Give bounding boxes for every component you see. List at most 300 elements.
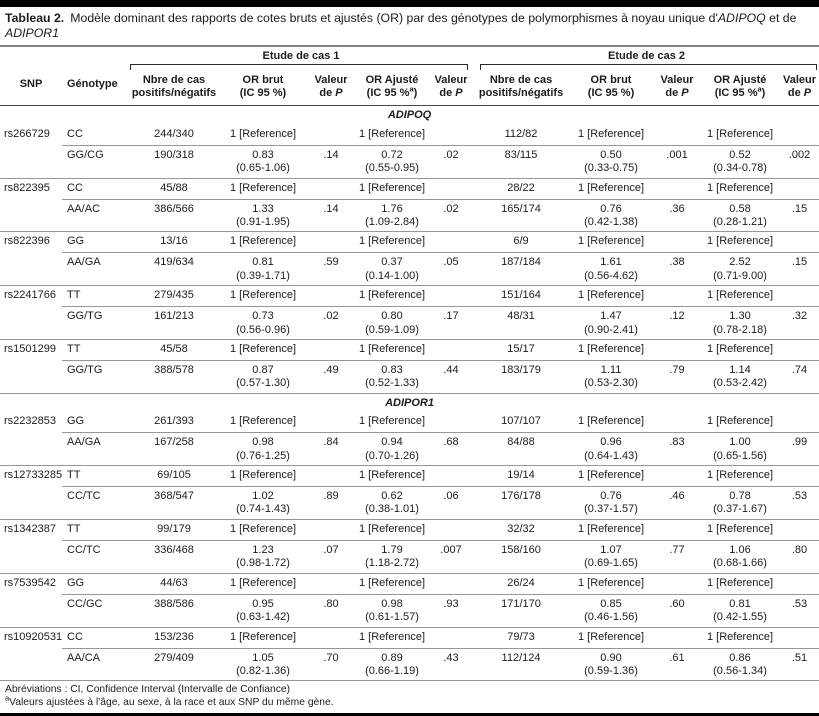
cell-or-ajuste-case1: 1 [Reference] <box>356 466 428 487</box>
footnote-a-marker: a <box>5 693 10 703</box>
cell-or-ajuste-case1: 1.76 (1.09-2.84) <box>356 199 428 232</box>
cell-p-ajuste-case2 <box>780 125 819 146</box>
cell-snp-id: rs822395 <box>0 178 62 232</box>
cell-p-ajuste-case2 <box>780 627 819 648</box>
col-header-aor-line2: (IC 95 %$^a$) <box>366 84 418 100</box>
cell-or-brut-case1: 0.81 (0.39-1.71) <box>220 253 306 286</box>
cell-or-brut-case2: 1.47 (0.90-2.41) <box>568 307 654 340</box>
cell-or-brut-case1: 1.33 (0.91-1.95) <box>220 199 306 232</box>
cell-or-ajuste-case1: 1 [Reference] <box>356 573 428 594</box>
cell-or-ajuste-case1: 1.79 (1.18-2.72) <box>356 540 428 573</box>
cell-or-ajuste-case2: 1.14 (0.53-2.42) <box>700 361 780 394</box>
cell-p-ajuste-case1: .007 <box>428 540 474 573</box>
cell-genotype: CC/TC <box>62 540 128 573</box>
cell-or-brut-case2: 1 [Reference] <box>568 519 654 540</box>
cell-snp-id: rs2232853 <box>0 412 62 465</box>
cell-p-ajuste-case2: .99 <box>780 433 819 466</box>
col-header-or-ajuste-case2 <box>700 70 780 106</box>
cell-n-case1: 44/63 <box>128 573 220 594</box>
cell-or-ajuste-case1: 1 [Reference] <box>356 519 428 540</box>
table-row <box>0 340 819 361</box>
cell-or-ajuste-case1: 0.83 (0.52-1.33) <box>356 361 428 394</box>
cell-n-case2: 151/164 <box>474 286 568 307</box>
cell-or-ajuste-case1: 1 [Reference] <box>356 412 428 433</box>
cell-genotype: TT <box>62 519 128 540</box>
cell-or-ajuste-case1: 0.89 (0.66-1.19) <box>356 648 428 681</box>
cell-n-case1: 69/105 <box>128 466 220 487</box>
cell-or-brut-case2: 1.07 (0.69-1.65) <box>568 540 654 573</box>
cell-p-ajuste-case2 <box>780 178 819 199</box>
col-header-or-line2: (IC 95 %) <box>587 87 635 100</box>
cell-p-ajuste-case1: .06 <box>428 487 474 520</box>
cell-p-brut-case2: .61 <box>654 648 700 681</box>
cell-or-ajuste-case1: 1 [Reference] <box>356 286 428 307</box>
cell-n-case1: 386/566 <box>128 199 220 232</box>
cell-n-case1: 153/236 <box>128 627 220 648</box>
title-text-2: et de <box>765 11 797 25</box>
cell-p-brut-case1: .02 <box>306 307 356 340</box>
cell-or-brut-case1: 0.73 (0.56-0.96) <box>220 307 306 340</box>
col-header-aor-line2: (IC 95 %$^a$) <box>714 84 766 100</box>
cell-n-case2: 183/179 <box>474 361 568 394</box>
cell-or-brut-case2: 1 [Reference] <box>568 232 654 253</box>
cell-or-ajuste-case2: 0.52 (0.34-0.78) <box>700 145 780 178</box>
cell-p-brut-case1 <box>306 232 356 253</box>
cell-or-ajuste-case2: 1 [Reference] <box>700 573 780 594</box>
table-row <box>0 286 819 307</box>
cell-or-brut-case1: 1 [Reference] <box>220 627 306 648</box>
col-header-snp: SNP <box>0 70 62 106</box>
cell-p-brut-case1 <box>306 627 356 648</box>
cell-n-case1: 279/409 <box>128 648 220 681</box>
cell-p-brut-case2: .83 <box>654 433 700 466</box>
cell-genotype: CC/GC <box>62 594 128 627</box>
table-row <box>0 433 819 466</box>
cell-p-ajuste-case1: .93 <box>428 594 474 627</box>
cell-snp-id: rs10920531 <box>0 627 62 681</box>
cell-p-ajuste-case1 <box>428 412 474 433</box>
cell-p-ajuste-case1 <box>428 340 474 361</box>
cell-p-brut-case2: .38 <box>654 253 700 286</box>
cell-p-ajuste-case1: .44 <box>428 361 474 394</box>
cell-genotype: AA/CA <box>62 648 128 681</box>
cell-or-brut-case1: 1 [Reference] <box>220 178 306 199</box>
cell-snp-id: rs1501299 <box>0 340 62 394</box>
cell-or-ajuste-case1: 0.98 (0.61-1.57) <box>356 594 428 627</box>
cell-or-brut-case2: 1 [Reference] <box>568 573 654 594</box>
cell-p-brut-case2 <box>654 125 700 146</box>
col-header-n-line2: positifs/négatifs <box>478 87 564 100</box>
cell-n-case1: 161/213 <box>128 307 220 340</box>
cell-p-brut-case2: .77 <box>654 540 700 573</box>
cell-genotype: GG <box>62 232 128 253</box>
cell-p-ajuste-case1: .17 <box>428 307 474 340</box>
cell-p-brut-case2 <box>654 412 700 433</box>
cell-p-ajuste-case1 <box>428 519 474 540</box>
cell-n-case1: 279/435 <box>128 286 220 307</box>
cell-p-brut-case2: .36 <box>654 199 700 232</box>
cell-n-case2: 112/124 <box>474 648 568 681</box>
cell-or-ajuste-case2: 1 [Reference] <box>700 125 780 146</box>
cell-or-ajuste-case2: 1 [Reference] <box>700 466 780 487</box>
cell-or-brut-case2: 1 [Reference] <box>568 125 654 146</box>
cell-or-brut-case1: 1 [Reference] <box>220 232 306 253</box>
table-row <box>0 594 819 627</box>
cell-snp-id: rs7539542 <box>0 573 62 627</box>
col-header-or-ajuste-case1 <box>356 70 428 106</box>
cell-n-case1: 99/179 <box>128 519 220 540</box>
cell-n-case1: 45/88 <box>128 178 220 199</box>
bottom-rule <box>0 713 819 716</box>
table-row <box>0 307 819 340</box>
cell-n-case2: 28/22 <box>474 178 568 199</box>
cell-p-ajuste-case1: .68 <box>428 433 474 466</box>
cell-or-ajuste-case1: 1 [Reference] <box>356 232 428 253</box>
cell-p-ajuste-case2 <box>780 412 819 433</box>
col-header-n-line2: positifs/négatifs <box>131 87 217 100</box>
case-study-1-label: Etude de cas 1 <box>262 50 340 62</box>
table-row <box>0 627 819 648</box>
col-header-n-case1 <box>128 70 220 106</box>
cell-p-brut-case2: .60 <box>654 594 700 627</box>
col-header-p-ajuste-case1 <box>428 70 474 106</box>
cell-snp-id: rs1342387 <box>0 519 62 573</box>
col-header-or-brut-case2 <box>568 70 654 106</box>
cell-p-ajuste-case1 <box>428 466 474 487</box>
cell-p-brut-case2: .12 <box>654 307 700 340</box>
col-header-n-case2 <box>474 70 568 106</box>
cell-genotype: CC <box>62 178 128 199</box>
gene-name-adipor1: ADIPOR1 <box>5 26 59 40</box>
footnote-a-marker: a <box>409 84 414 94</box>
cell-or-brut-case1: 1 [Reference] <box>220 125 306 146</box>
cell-p-ajuste-case2 <box>780 232 819 253</box>
table-row <box>0 178 819 199</box>
top-rule <box>0 0 819 7</box>
table-row <box>0 361 819 394</box>
cell-or-ajuste-case2: 1 [Reference] <box>700 627 780 648</box>
cell-n-case2: 107/107 <box>474 412 568 433</box>
cell-snp-id: rs2241766 <box>0 286 62 340</box>
gene-name-adipoq: ADIPOQ <box>717 11 766 25</box>
cell-or-ajuste-case1: 1 [Reference] <box>356 125 428 146</box>
empty-header-cell <box>0 47 128 70</box>
col-header-n-line1: Nbre de cas <box>142 74 206 86</box>
cell-snp-id: rs12733285 <box>0 466 62 520</box>
cell-n-case1: 45/58 <box>128 340 220 361</box>
cell-genotype: TT <box>62 340 128 361</box>
gene-section-label: ADIPOR1 <box>385 396 434 409</box>
cell-p-ajuste-case2: .80 <box>780 540 819 573</box>
cell-p-brut-case1 <box>306 125 356 146</box>
cell-or-brut-case2: 1 [Reference] <box>568 466 654 487</box>
cell-or-ajuste-case2: 1 [Reference] <box>700 286 780 307</box>
cell-or-brut-case1: 0.83 (0.65-1.06) <box>220 145 306 178</box>
col-header-aor-line1: OR Ajusté <box>713 74 767 86</box>
cell-or-brut-case2: 1.11 (0.53-2.30) <box>568 361 654 394</box>
cell-n-case2: 32/32 <box>474 519 568 540</box>
cell-p-ajuste-case1: .02 <box>428 145 474 178</box>
cell-p-ajuste-case1: .02 <box>428 199 474 232</box>
table-row <box>0 487 819 520</box>
cell-p-ajuste-case2 <box>780 340 819 361</box>
cell-genotype: GG/TG <box>62 361 128 394</box>
cell-n-case2: 19/14 <box>474 466 568 487</box>
cell-p-brut-case1 <box>306 519 356 540</box>
cell-or-ajuste-case1: 0.80 (0.59-1.09) <box>356 307 428 340</box>
cell-genotype: TT <box>62 466 128 487</box>
cell-p-ajuste-case2 <box>780 519 819 540</box>
gene-section-row <box>0 393 819 412</box>
cell-n-case2: 79/73 <box>474 627 568 648</box>
cell-p-brut-case1: .89 <box>306 487 356 520</box>
cell-n-case1: 388/578 <box>128 361 220 394</box>
cell-or-ajuste-case1: 0.72 (0.55-0.95) <box>356 145 428 178</box>
cell-or-brut-case1: 1 [Reference] <box>220 466 306 487</box>
cell-or-ajuste-case1: 1 [Reference] <box>356 178 428 199</box>
cell-n-case1: 388/586 <box>128 594 220 627</box>
cell-p-ajuste-case2 <box>780 286 819 307</box>
cell-or-brut-case2: 0.90 (0.59-1.36) <box>568 648 654 681</box>
col-header-or-brut-case1 <box>220 70 306 106</box>
col-header-genotype: Génotype <box>62 70 128 106</box>
cell-n-case2: 171/170 <box>474 594 568 627</box>
cell-p-brut-case2 <box>654 627 700 648</box>
cell-or-brut-case1: 1 [Reference] <box>220 286 306 307</box>
col-header-p-line1: Valeur <box>434 74 468 86</box>
cell-p-ajuste-case2 <box>780 466 819 487</box>
col-header-p-line1: Valeur <box>660 74 694 86</box>
cell-or-ajuste-case2: 0.81 (0.42-1.55) <box>700 594 780 627</box>
footnote-adjustment <box>5 693 813 710</box>
cell-n-case2: 26/24 <box>474 573 568 594</box>
cell-n-case2: 15/17 <box>474 340 568 361</box>
cell-or-brut-case1: 1 [Reference] <box>220 519 306 540</box>
cell-or-ajuste-case1: 0.37 (0.14-1.00) <box>356 253 428 286</box>
cell-or-brut-case2: 0.76 (0.37-1.57) <box>568 487 654 520</box>
column-header-row <box>0 70 819 106</box>
cell-p-ajuste-case2 <box>780 573 819 594</box>
cell-p-brut-case1: .07 <box>306 540 356 573</box>
cell-or-ajuste-case2: 0.78 (0.37-1.67) <box>700 487 780 520</box>
cell-p-ajuste-case2: .74 <box>780 361 819 394</box>
cell-n-case1: 190/318 <box>128 145 220 178</box>
footnotes <box>0 681 819 713</box>
cell-or-ajuste-case2: 0.86 (0.56-1.34) <box>700 648 780 681</box>
cell-or-ajuste-case2: 1 [Reference] <box>700 412 780 433</box>
cell-or-brut-case1: 1.05 (0.82-1.36) <box>220 648 306 681</box>
case-study-2-label: Etude de cas 2 <box>608 50 686 62</box>
cell-or-ajuste-case2: 0.58 (0.28-1.21) <box>700 199 780 232</box>
cell-or-brut-case2: 1 [Reference] <box>568 340 654 361</box>
cell-or-ajuste-case1: 0.94 (0.70-1.26) <box>356 433 428 466</box>
table-body <box>0 106 819 681</box>
cell-or-brut-case2: 1 [Reference] <box>568 627 654 648</box>
cell-p-ajuste-case1 <box>428 627 474 648</box>
cell-p-brut-case1 <box>306 466 356 487</box>
cell-or-brut-case2: 1.61 (0.56-4.62) <box>568 253 654 286</box>
cell-p-ajuste-case2: .15 <box>780 253 819 286</box>
cell-p-ajuste-case1: .43 <box>428 648 474 681</box>
cell-p-brut-case1: .80 <box>306 594 356 627</box>
cell-or-ajuste-case1: 0.62 (0.38-1.01) <box>356 487 428 520</box>
title-text-1: Modèle dominant des rapports de cotes bruts et ajustés (OR) par des génotypes de polymorphismes à noyau unique d' <box>70 11 718 25</box>
cell-n-case2: 84/88 <box>474 433 568 466</box>
cell-genotype: GG <box>62 412 128 433</box>
cell-genotype: AA/GA <box>62 253 128 286</box>
cell-or-ajuste-case2: 1 [Reference] <box>700 232 780 253</box>
cell-n-case2: 6/9 <box>474 232 568 253</box>
cell-n-case2: 112/82 <box>474 125 568 146</box>
cell-or-ajuste-case2: 1.00 (0.65-1.56) <box>700 433 780 466</box>
cell-or-brut-case1: 1.02 (0.74-1.43) <box>220 487 306 520</box>
cell-n-case1: 261/393 <box>128 412 220 433</box>
cell-n-case1: 336/468 <box>128 540 220 573</box>
table-row <box>0 519 819 540</box>
table-row <box>0 412 819 433</box>
col-header-p-brut-case2 <box>654 70 700 106</box>
cell-p-ajuste-case1 <box>428 232 474 253</box>
col-header-p-line2: de P <box>439 87 463 100</box>
cell-p-brut-case2 <box>654 573 700 594</box>
cell-n-case2: 48/31 <box>474 307 568 340</box>
cell-or-brut-case2: 1 [Reference] <box>568 178 654 199</box>
cell-p-ajuste-case2: .15 <box>780 199 819 232</box>
cell-or-brut-case2: 0.50 (0.33-0.75) <box>568 145 654 178</box>
cell-p-brut-case1: .70 <box>306 648 356 681</box>
study-group-header-row <box>0 47 819 70</box>
cell-p-ajuste-case1 <box>428 573 474 594</box>
cell-p-brut-case2 <box>654 519 700 540</box>
cell-p-brut-case1: .59 <box>306 253 356 286</box>
cell-n-case2: 176/178 <box>474 487 568 520</box>
cell-or-ajuste-case1: 1 [Reference] <box>356 340 428 361</box>
table-title <box>0 7 819 44</box>
cell-n-case2: 187/184 <box>474 253 568 286</box>
cell-p-brut-case1 <box>306 286 356 307</box>
cell-p-ajuste-case1 <box>428 125 474 146</box>
table-row <box>0 125 819 146</box>
col-header-or-line1: OR brut <box>242 74 284 86</box>
cell-p-ajuste-case2: .002 <box>780 145 819 178</box>
cell-or-ajuste-case2: 1 [Reference] <box>700 519 780 540</box>
cell-p-brut-case1 <box>306 340 356 361</box>
footnote-a-marker: a <box>757 84 762 94</box>
cell-p-brut-case2: .79 <box>654 361 700 394</box>
cell-n-case1: 244/340 <box>128 125 220 146</box>
cell-or-brut-case1: 1.23 (0.98-1.72) <box>220 540 306 573</box>
cell-n-case1: 13/16 <box>128 232 220 253</box>
cell-p-brut-case1 <box>306 412 356 433</box>
cell-p-ajuste-case1: .05 <box>428 253 474 286</box>
cell-p-brut-case1: .49 <box>306 361 356 394</box>
cell-or-brut-case2: 1 [Reference] <box>568 286 654 307</box>
cell-or-brut-case1: 0.87 (0.57-1.30) <box>220 361 306 394</box>
cell-p-brut-case2 <box>654 232 700 253</box>
cell-p-ajuste-case2: .53 <box>780 487 819 520</box>
case-study-2-group-header <box>474 47 819 70</box>
cell-p-ajuste-case2: .53 <box>780 594 819 627</box>
cell-snp-id: rs822396 <box>0 232 62 286</box>
cell-p-brut-case2: .46 <box>654 487 700 520</box>
table-row <box>0 145 819 178</box>
col-header-p-line1: Valeur <box>314 74 348 86</box>
cell-p-brut-case2 <box>654 178 700 199</box>
cell-p-brut-case2 <box>654 340 700 361</box>
cell-or-brut-case1: 0.95 (0.63-1.42) <box>220 594 306 627</box>
cell-p-brut-case1: .14 <box>306 145 356 178</box>
cell-genotype: CC/TC <box>62 487 128 520</box>
cell-p-brut-case2 <box>654 466 700 487</box>
cell-or-brut-case1: 1 [Reference] <box>220 340 306 361</box>
cell-or-ajuste-case2: 2.52 (0.71-9.00) <box>700 253 780 286</box>
cell-or-ajuste-case2: 1.30 (0.78-2.18) <box>700 307 780 340</box>
footnote-abbreviations: Abréviations : CI, Confidence Interval (Intervalle de Confiance) <box>5 684 291 696</box>
gene-section-row <box>0 106 819 125</box>
cell-p-brut-case2: .001 <box>654 145 700 178</box>
table-row <box>0 573 819 594</box>
cell-n-case2: 83/115 <box>474 145 568 178</box>
table-number-label: Tableau 2. <box>5 11 65 25</box>
cell-p-ajuste-case1 <box>428 286 474 307</box>
cell-or-ajuste-case2: 1.06 (0.68-1.66) <box>700 540 780 573</box>
cell-p-brut-case1 <box>306 178 356 199</box>
cell-or-brut-case1: 1 [Reference] <box>220 573 306 594</box>
table-row <box>0 540 819 573</box>
col-header-n-line1: Nbre de cas <box>489 74 553 86</box>
col-header-p-line2: de P <box>665 87 689 100</box>
cell-or-brut-case1: 0.98 (0.76-1.25) <box>220 433 306 466</box>
col-header-p-line2: de P <box>787 87 812 100</box>
cell-genotype: CC <box>62 627 128 648</box>
cell-p-brut-case1: .14 <box>306 199 356 232</box>
col-header-aor-line1: OR Ajusté <box>365 74 419 86</box>
table-row <box>0 253 819 286</box>
cell-snp-id: rs266729 <box>0 125 62 178</box>
footnote-adjustment-text: Valeurs ajustées à l'âge, au sexe, à la race et aux SNP du même gène. <box>9 697 334 709</box>
cell-or-brut-case2: 0.85 (0.46-1.56) <box>568 594 654 627</box>
cell-p-ajuste-case2: .51 <box>780 648 819 681</box>
cell-or-brut-case2: 0.96 (0.64-1.43) <box>568 433 654 466</box>
cell-or-brut-case2: 0.76 (0.42-1.38) <box>568 199 654 232</box>
col-header-p-ajuste-case2 <box>780 70 819 106</box>
odds-ratio-table <box>0 47 819 681</box>
cell-n-case2: 165/174 <box>474 199 568 232</box>
cell-n-case2: 158/160 <box>474 540 568 573</box>
col-header-p-brut-case1 <box>306 70 356 106</box>
cell-genotype: CC <box>62 125 128 146</box>
cell-or-ajuste-case2: 1 [Reference] <box>700 340 780 361</box>
col-header-p-line2: de P <box>319 87 343 100</box>
cell-genotype: GG/TG <box>62 307 128 340</box>
cell-p-brut-case1 <box>306 573 356 594</box>
cell-p-ajuste-case2: .32 <box>780 307 819 340</box>
table-row <box>0 199 819 232</box>
cell-genotype: GG/CG <box>62 145 128 178</box>
cell-p-brut-case1: .84 <box>306 433 356 466</box>
cell-genotype: AA/AC <box>62 199 128 232</box>
cell-n-case1: 419/634 <box>128 253 220 286</box>
col-header-p-line1: Valeur <box>783 74 817 86</box>
cell-or-ajuste-case1: 1 [Reference] <box>356 627 428 648</box>
col-header-or-line2: (IC 95 %) <box>239 87 287 100</box>
table-row <box>0 648 819 681</box>
cell-genotype: TT <box>62 286 128 307</box>
cell-genotype: AA/GA <box>62 433 128 466</box>
cell-p-brut-case2 <box>654 286 700 307</box>
table-row <box>0 466 819 487</box>
cell-genotype: GG <box>62 573 128 594</box>
